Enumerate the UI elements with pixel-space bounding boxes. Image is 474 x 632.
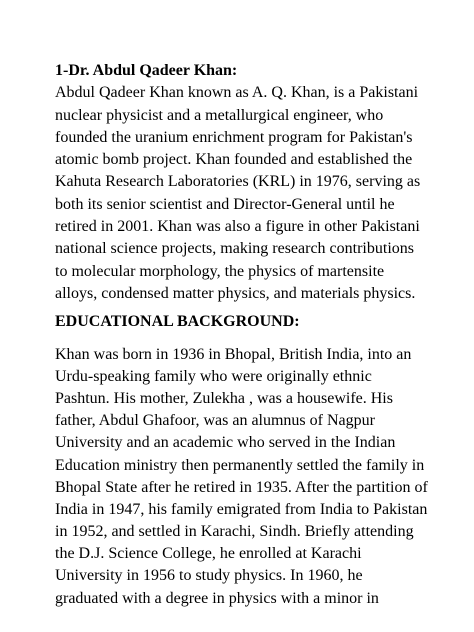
paragraph-line: Urdu-speaking family who were originally ethnic — [55, 367, 372, 385]
paragraph-line: national science projects, making research contributions — [55, 240, 414, 258]
biography-paragraph — [55, 82, 435, 305]
paragraph-line: the D.J. Science College, he enrolled at Karachi — [55, 545, 362, 563]
paragraph-line: father, Abdul Ghafoor, was an alumnus of Nagpur — [55, 412, 375, 430]
document-page — [55, 60, 435, 610]
paragraph-line: in 1952, and settled in Karachi, Sindh. Briefly attending — [55, 523, 414, 541]
paragraph-line: founded the uranium enrichment program for Pakistan's — [55, 128, 413, 146]
paragraph-line: nuclear physicist and a metallurgical engineer, who — [55, 106, 384, 124]
paragraph-line: University and an academic who served in the Indian — [55, 434, 396, 452]
paragraph-line: graduated with a degree in physics with a minor in — [55, 589, 379, 607]
paragraph-line: Pashtun. His mother, Zulekha , was a housewife. His — [55, 389, 393, 407]
paragraph-line: retired in 2001. Khan was also a figure in other Pakistani — [55, 218, 420, 236]
paragraph-line: both its senior scientist and Director-General until he — [55, 195, 395, 213]
paragraph-line: India in 1947, his family emigrated from India to Pakistan — [55, 500, 428, 518]
paragraph-line: Kahuta Research Laboratories (KRL) in 1976, serving as — [55, 173, 421, 191]
paragraph-line: Education ministry then permanently settled the family in — [55, 456, 425, 474]
paragraph-line: Khan was born in 1936 in Bhopal, British India, into an — [55, 345, 412, 363]
education-paragraph — [55, 344, 435, 610]
paragraph-line: Abdul Qadeer Khan known as A. Q. Khan, is a Pakistani — [55, 84, 419, 102]
paragraph-line: to molecular morphology, the physics of martensite — [55, 262, 385, 280]
paragraph-line: University in 1956 to study physics. In 1960, he — [55, 567, 363, 585]
page-heading: 1-Dr. Abdul Qadeer Khan: — [55, 62, 238, 79]
paragraph-line: Bhopal State after he retired in 1935. After the partition of — [55, 478, 428, 496]
section-heading-educational-background: EDUCATIONAL BACKGROUND: — [55, 313, 300, 331]
paragraph-line: atomic bomb project. Khan founded and established the — [55, 151, 413, 169]
paragraph-line: alloys, condensed matter physics, and materials physics. — [55, 284, 416, 302]
